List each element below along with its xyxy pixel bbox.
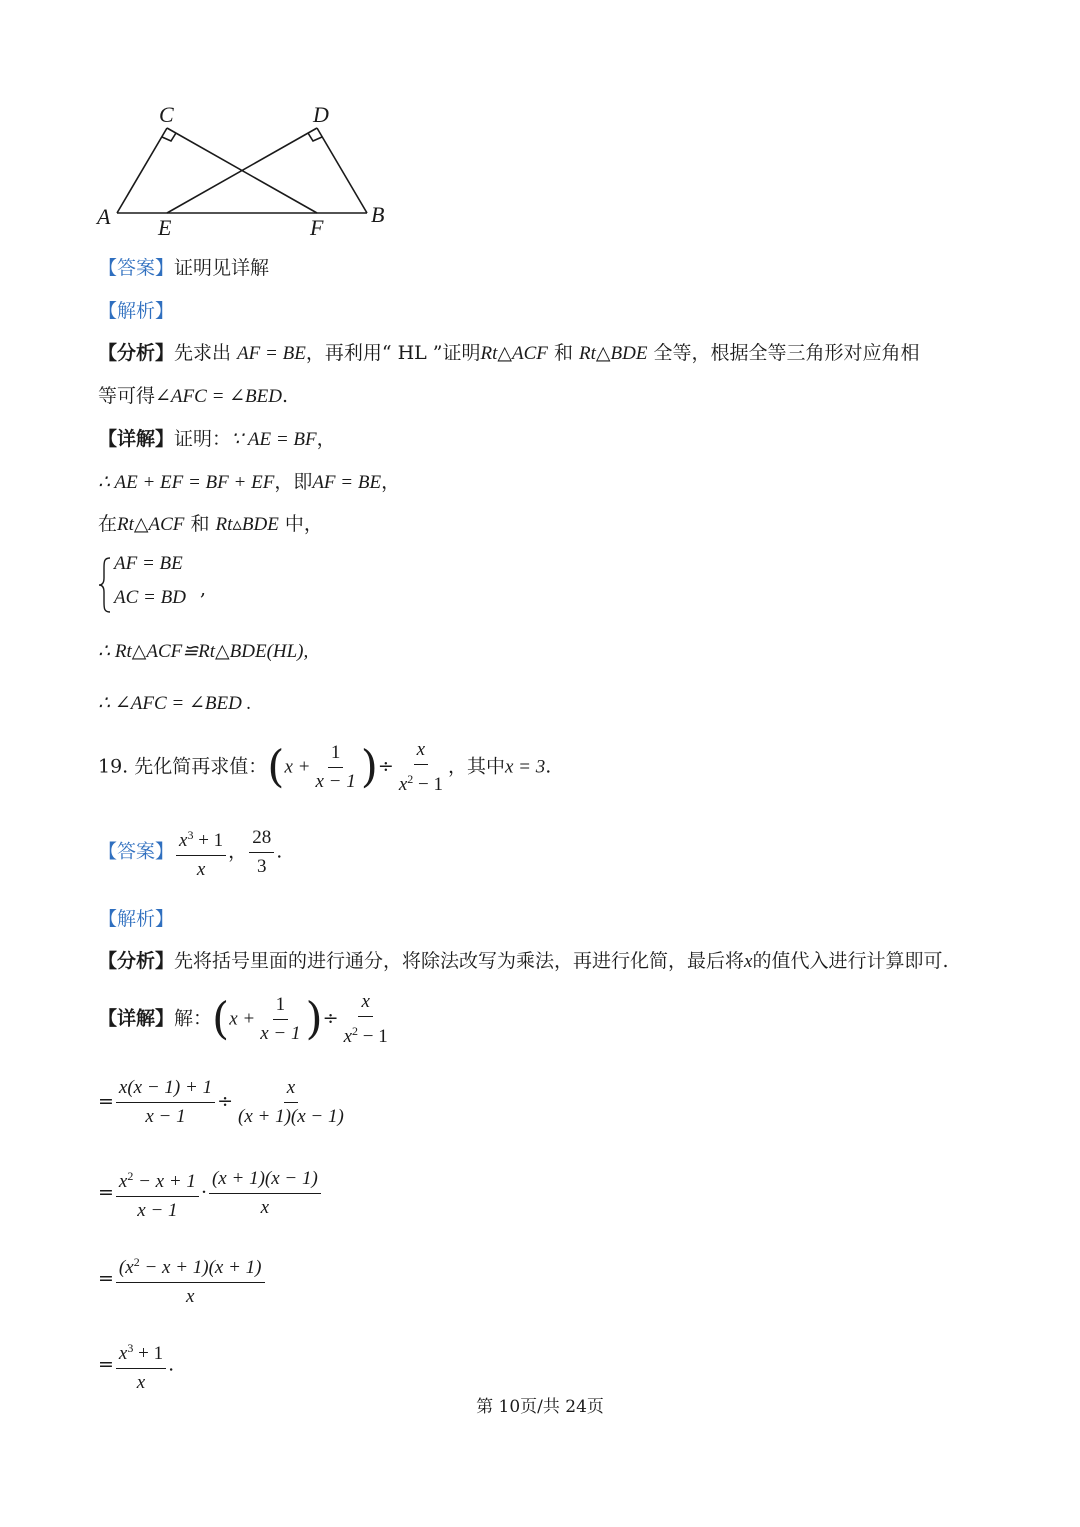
denominator	[341, 1017, 391, 1049]
text: − 1	[413, 774, 443, 795]
label-b: B	[371, 202, 385, 227]
text: .	[276, 840, 283, 863]
q19-step-3	[98, 1250, 267, 1309]
text: − x + 1)(x + 1)	[139, 1257, 262, 1278]
exponent: 2	[127, 1169, 134, 1183]
text: 先将括号里面的进行通分，将除法改写为乘法，再进行化简，最后将	[174, 950, 745, 972]
fenxi-tag: 【分析】	[98, 950, 175, 972]
q19-fenxi	[98, 946, 949, 973]
text: (x	[118, 1257, 134, 1278]
label-d: D	[313, 102, 329, 127]
numerator: x	[414, 738, 428, 765]
q19-step-4	[98, 1336, 174, 1395]
numerator: 1	[328, 741, 344, 768]
math: Rt▵BDE	[215, 514, 279, 535]
numerator: x(x − 1) + 1	[116, 1076, 215, 1103]
text: ，其中	[447, 755, 505, 778]
text: 全等，根据全等三角形对应角相	[647, 342, 920, 364]
numerator: 28	[249, 826, 274, 853]
detail-tag: 【详解】	[98, 1007, 175, 1030]
q18-line-c: ∴ Rt△ACF≌Rt△BDE(HL),	[98, 641, 309, 662]
text: 先求出	[174, 342, 232, 364]
text: .	[545, 755, 552, 778]
math: ∴ AE + EF = BF + EF	[98, 472, 275, 493]
math: AF = BE	[312, 472, 382, 493]
text: 和	[184, 513, 216, 535]
answer-text: 证明见详解	[174, 257, 270, 279]
segment-ac	[117, 128, 167, 213]
numerator: 1	[273, 993, 289, 1020]
fraction	[209, 1167, 321, 1220]
label-e: E	[158, 215, 172, 240]
answer-tag: 【答案】	[98, 840, 175, 863]
x: x	[118, 1343, 128, 1364]
q19-step-2	[98, 1164, 323, 1223]
q18-fenxi-line2	[98, 381, 288, 408]
denominator: x − 1	[260, 1023, 301, 1044]
page-footer: 第 10页/共 24页	[476, 1397, 604, 1417]
math: x +	[284, 756, 311, 778]
q18-answer-line	[98, 253, 269, 280]
right-paren: )	[305, 993, 323, 1045]
fraction	[396, 738, 446, 797]
text: ，	[381, 471, 401, 493]
fenxi-tag: 【分析】	[98, 342, 175, 364]
text: − 1	[358, 1026, 388, 1047]
fraction	[312, 741, 358, 794]
fraction	[176, 823, 226, 882]
text: + 1	[133, 1343, 164, 1364]
exponent: 3	[127, 1341, 134, 1355]
segment-db	[317, 128, 367, 213]
right-paren: )	[360, 741, 378, 793]
divide-sign: ÷	[377, 755, 394, 778]
text: 的值代入进行计算即可.	[752, 950, 949, 972]
text: .	[168, 1353, 175, 1376]
label-a: A	[97, 204, 111, 229]
q18-line-a	[98, 467, 400, 494]
exponent: 2	[352, 1024, 359, 1038]
detail-tag: 【详解】	[98, 428, 175, 450]
q18-analysis-tag: 【解析】	[98, 300, 175, 322]
q18-fenxi-line1	[98, 338, 920, 365]
q18-detail-line	[98, 424, 336, 451]
divide-sign: ÷	[217, 1090, 234, 1113]
text: 证明：	[174, 428, 232, 450]
text: 解：	[174, 1007, 213, 1030]
numerator: x	[284, 1076, 298, 1103]
label-c: C	[159, 102, 174, 127]
denominator: x	[136, 1372, 146, 1393]
equals: =	[98, 1090, 114, 1113]
brace-line-1: AF = BE	[114, 553, 183, 574]
denominator: x − 1	[137, 1200, 178, 1221]
q18-line-d: ∴ ∠AFC = ∠BED .	[98, 693, 252, 714]
brace-icon	[98, 556, 112, 614]
brace-line-2: AC = BD	[114, 587, 186, 608]
math: x = 3	[504, 756, 546, 778]
math: Rt△BDE	[579, 343, 648, 364]
separator: ，	[228, 840, 248, 863]
numerator	[116, 1336, 166, 1369]
triangle-figure	[95, 100, 405, 245]
q19-analysis-tag: 【解析】	[98, 908, 175, 930]
text: .	[282, 385, 289, 407]
fraction	[257, 993, 303, 1046]
x: x	[179, 830, 188, 851]
brace-comma: ,	[200, 578, 207, 600]
numerator	[116, 1250, 265, 1283]
math: Rt△ACF	[480, 343, 548, 364]
left-paren: (	[212, 993, 230, 1045]
denominator: x	[185, 1286, 195, 1307]
q18-line-b	[98, 509, 323, 536]
text: ，即	[274, 471, 313, 493]
math: ∵ AE = BF	[231, 429, 317, 450]
x: x	[343, 1026, 353, 1047]
equals: =	[98, 1267, 114, 1290]
exponent: 2	[407, 772, 414, 786]
q19-answer	[98, 823, 282, 882]
text: ，再利用“ HL ”证明	[305, 342, 481, 364]
denominator: x − 1	[315, 771, 356, 792]
q19-step-1	[98, 1076, 349, 1129]
x: x	[118, 1171, 128, 1192]
q19-detail	[98, 990, 393, 1049]
exponent: 3	[187, 828, 194, 842]
text: 19. 先化简再求值：	[98, 755, 268, 778]
left-paren: (	[267, 741, 285, 793]
divide-sign: ÷	[322, 1007, 339, 1030]
fraction	[249, 826, 274, 879]
fraction	[235, 1076, 347, 1129]
dot: ·	[200, 1181, 207, 1204]
numerator	[116, 1164, 199, 1197]
equals: =	[98, 1353, 114, 1376]
equals: =	[98, 1181, 114, 1204]
text: 等可得	[98, 385, 156, 407]
text: 在	[98, 513, 118, 535]
denominator: x	[260, 1197, 270, 1218]
q19-stem	[98, 738, 551, 797]
math: AF = BE	[237, 343, 306, 364]
x: x	[398, 774, 408, 795]
denominator	[396, 765, 446, 797]
math: x	[744, 951, 753, 972]
text: ，	[316, 428, 336, 450]
fraction	[116, 1336, 166, 1395]
denominator: x − 1	[145, 1106, 186, 1127]
text: 中，	[278, 513, 323, 535]
label-f: F	[310, 215, 324, 240]
numerator	[176, 823, 226, 856]
denominator: (x + 1)(x − 1)	[238, 1106, 344, 1127]
exponent: 2	[133, 1255, 140, 1269]
text: + 1	[193, 830, 224, 851]
math: Rt△ACF	[117, 514, 185, 535]
denominator: 3	[256, 856, 267, 877]
denominator: x	[196, 859, 206, 880]
numerator: (x + 1)(x − 1)	[209, 1167, 321, 1194]
math: ∠AFC = ∠BED	[155, 386, 282, 407]
answer-tag: 【答案】	[98, 257, 175, 279]
text: − x + 1	[133, 1171, 196, 1192]
numerator: x	[358, 990, 372, 1017]
fraction	[341, 990, 391, 1049]
math: x +	[229, 1008, 256, 1030]
fraction	[116, 1250, 265, 1309]
fraction	[116, 1076, 215, 1129]
fraction	[116, 1164, 199, 1223]
text: 和	[547, 342, 580, 364]
